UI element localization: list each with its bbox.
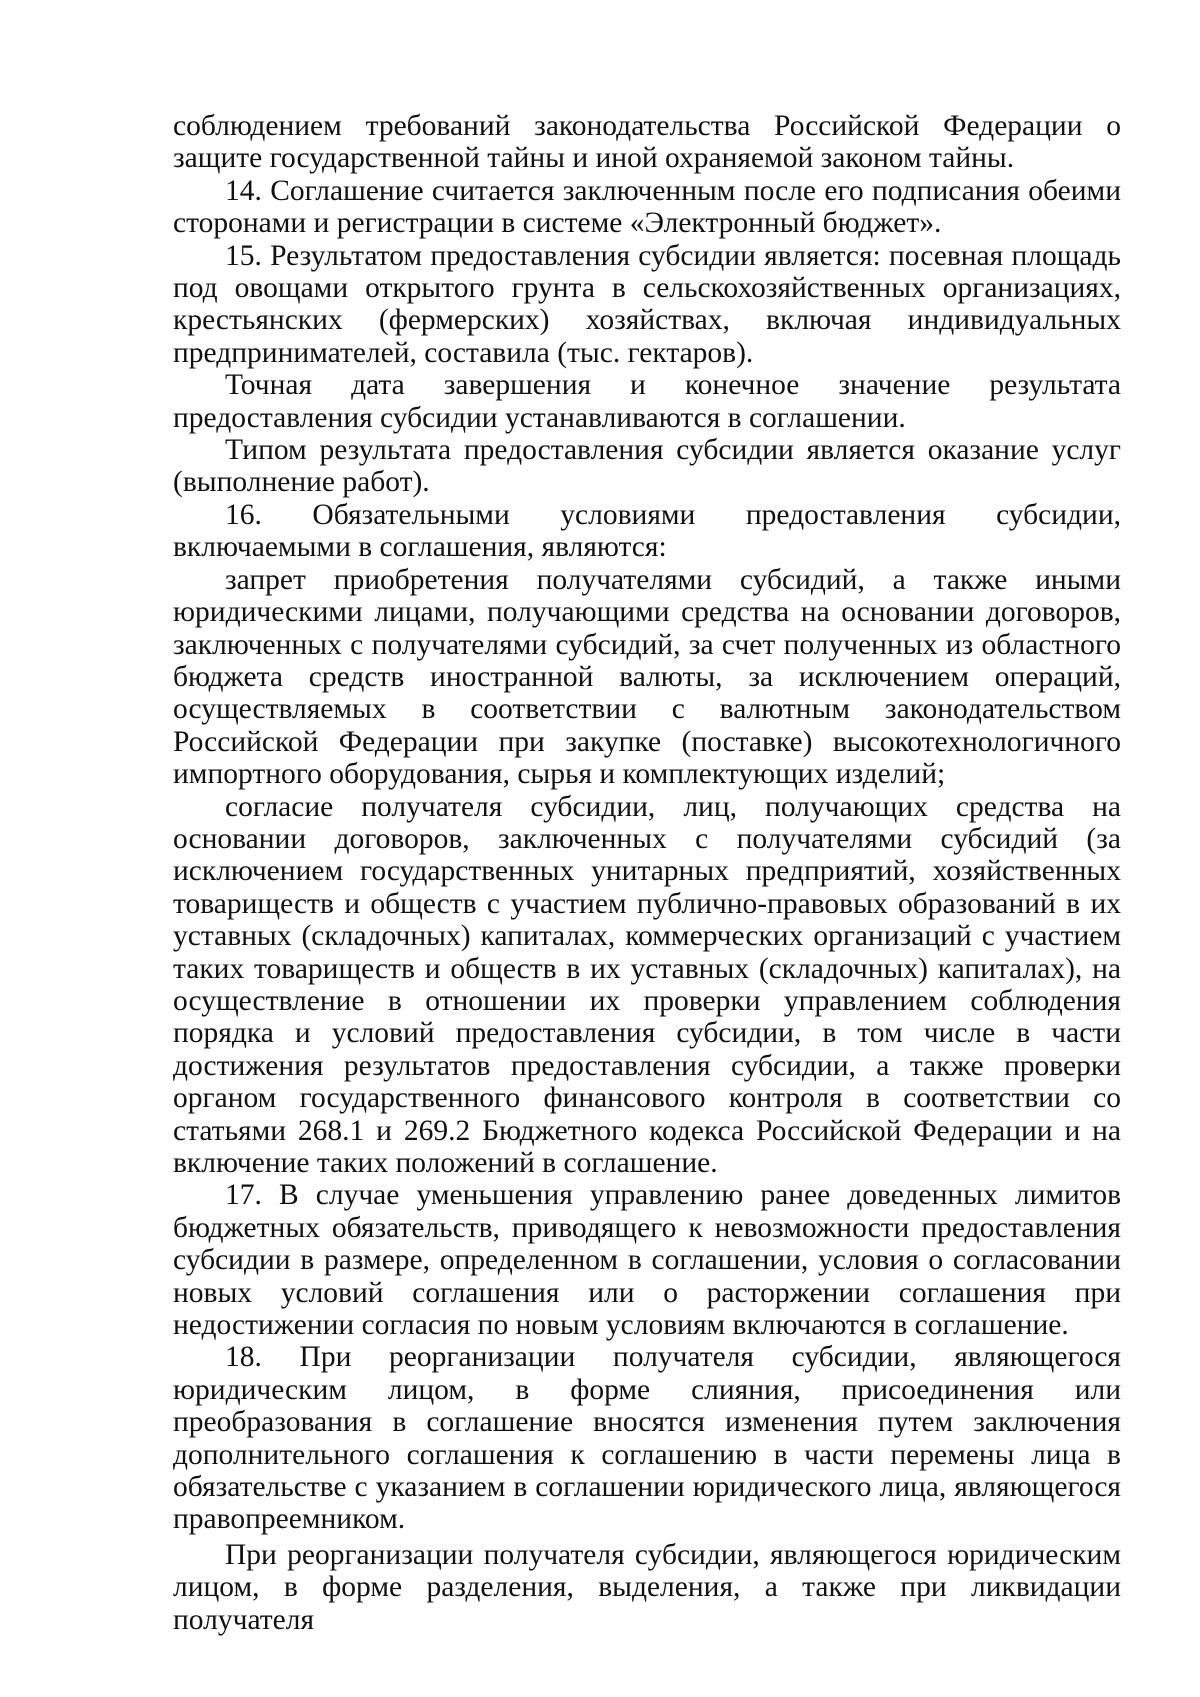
paragraph-17: 17. В случае уменьшения управлению ранее доведенных лимитов бюджетных обязательств, приводящего к невозможности предоставления субсидии в размере, определенном в соглашении, условия о согласовании новых условий соглашения или о расторжении соглашения при недостижении согласия по новым условиям включаются в соглашение. <box>173 1179 1121 1342</box>
document-page <box>173 110 1121 1636</box>
paragraph-reorganization: При реорганизации получателя субсидии, являющегося юридическим лицом, в форме разделения, выделения, а также при ликвидации получателя <box>173 1538 1121 1636</box>
paragraph-16: 16. Обязательными условиями предоставления субсидии, включаемыми в соглашения, являются: <box>173 498 1121 564</box>
paragraph-continuation: соблюдением требований законодательства Российской Федерации о защите государственной тайны и иной охраняемой законом тайны. <box>173 110 1121 175</box>
paragraph-15: 15. Результатом предоставления субсидии является: посевная площадь под овощами открытого грунта в сельскохозяйственных организациях, крестьянских (фермерских) хозяйствах, включая индивидуальных предпринимателей, составила (тыс. гектаров). <box>173 239 1121 369</box>
paragraph-14: 14. Соглашение считается заключенным после его подписания обеими сторонами и регистрации в системе «Электронный бюджет». <box>173 174 1121 240</box>
paragraph-16-consent: согласие получателя субсидии, лиц, получающих средства на основании договоров, заключенных с получателями субсидий (за исключением государственных унитарных предприятий, хозяйственных товариществ и обществ с участием публично-правовых образований в их уставных (складочных) капиталах, коммерческих организаций с участием таких товариществ и обществ в их уставных (складочных) капиталах), на осуществление в отношении их проверки управлением соблюдения порядка и условий предоставления субсидии, в том числе в части достижения результатов предоставления субсидии, а также проверки органом государственного финансового контроля в соответствии со статьями 268.1 и 269.2 Бюджетного кодекса Российской Федерации и на включение таких положений в соглашение. <box>173 790 1121 1179</box>
paragraph-16-ban: запрет приобретения получателями субсидий, а также иными юридическими лицами, получающими средства на основании договоров, заключенных с получателями субсидий, за счет полученных из областного бюджета средств иностранной валюты, за исключением операций, осуществляемых в соответствии с валютным законодательством Российской Федерации при закупке (поставке) высокотехнологичного импортного оборудования, сырья и комплектующих изделий; <box>173 563 1121 791</box>
paragraph-result-type: Типом результата предоставления субсидии является оказание услуг (выполнение работ). <box>173 434 1121 499</box>
paragraph-result-date: Точная дата завершения и конечное значение результата предоставления субсидии устанавливаются в соглашении. <box>173 369 1121 434</box>
paragraph-18: 18. При реорганизации получателя субсидии, являющегося юридическим лицом, в форме слияния, присоединения или преобразования в соглашение вносятся изменения путем заключения дополнительного соглашения к соглашению в части перемены лица в обязательстве с указанием в соглашении юридического лица, являющегося правопреемником. <box>173 1341 1121 1536</box>
